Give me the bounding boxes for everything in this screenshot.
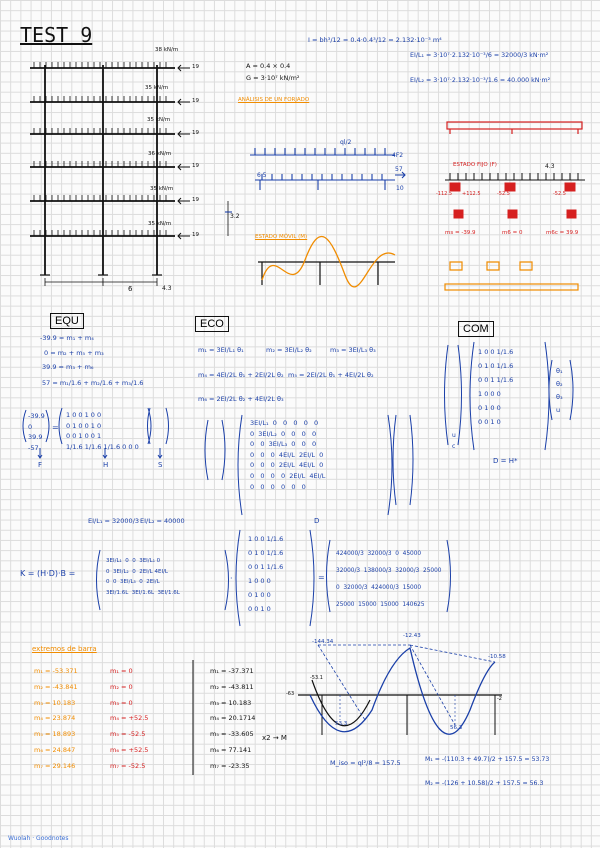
k-equals: =	[318, 573, 325, 582]
com-unknowns	[556, 365, 563, 417]
stiffness-l1: EI/L₁ = 3·10⁷·2.132·10⁻³/6 = 32000/3 kN·m²	[410, 52, 549, 59]
estado-movil-title: ESTADO MÓVIL (M)	[255, 234, 308, 240]
com-vec-u: u	[452, 432, 456, 439]
com-u: u	[556, 406, 561, 414]
formula-m2: M₂ = -(126 + 10.58)/2 + 157.5 = 56.3	[425, 780, 544, 787]
floor-mark-6: 19	[192, 232, 199, 238]
k-row-2: 32000/3 138000/3 32000/3 25000	[336, 568, 442, 574]
k-row-1: 424000/3 32000/3 0 45000	[336, 551, 422, 557]
equ-line-2: 0 = m₂ + m₅ + m₃	[44, 349, 104, 357]
label-4f2: 4F2	[392, 152, 404, 159]
load-label-6: 35 kN/m	[148, 221, 172, 227]
multiply-label: x2 → M	[262, 734, 287, 742]
com-matrix	[478, 345, 513, 429]
extremos-orange: m₁ = -53.371 m₂ = -43.841 m₃ = 10.183 m₄ = 23.874 m₅ = 18.893 m₆ = 24.847 m₇ = 29.146	[34, 667, 78, 770]
eco-d-label: D	[314, 517, 320, 525]
load-label-4: 36 kN/m	[148, 151, 172, 157]
floor-mark-4: 19	[192, 163, 199, 169]
k-eq-1: EI/L₁ = 32000/3	[88, 517, 140, 525]
end-2: -53.1	[310, 675, 323, 681]
equ-row-3: 0 0 1 0 0 1	[66, 432, 102, 441]
fixed-label-1: -112.5	[436, 191, 453, 197]
peak-3: -10.58	[488, 654, 506, 660]
eco-line-1: m₁ = 3EI/L₁ θ₁	[198, 346, 244, 354]
floor-mark-1: 19	[192, 64, 199, 70]
fixed-end-symbols	[450, 183, 576, 218]
k-dot: ·	[230, 574, 233, 583]
end-3: -2	[497, 696, 502, 702]
peak-1: -144.34	[312, 639, 334, 645]
label-65: 6.5	[257, 172, 267, 179]
extremos-red: m₁ = 0 m₂ = 0 m₃ = 0 m₄ = +52.5 m₅ = -52.5 m₆ = +52.5 m₇ = -52.5	[110, 667, 149, 770]
extremos-header: extremos de barra	[32, 645, 97, 653]
equ-vec-1: -39.9	[28, 412, 45, 420]
load-label-1: 38 kN/m	[155, 47, 179, 53]
equ-label-f: F	[38, 461, 43, 469]
label-43: 4.3	[545, 163, 555, 170]
footer-brand: Wuolah · Goodnotes	[8, 835, 69, 842]
ql2-label: ql/2	[340, 139, 352, 146]
com-row-1: 1 0 0 1/1.6	[478, 348, 514, 356]
mom-val-1: ms = -39.9	[445, 230, 476, 236]
equ-header: EQU	[50, 313, 84, 329]
equ-equals: =	[52, 423, 59, 432]
eco-line-6: m₆ = 2EI/2L θ₂ + 4EI/2L θ₃	[198, 395, 284, 403]
k-row-4: 25000 15000 15000 140625	[336, 602, 425, 608]
fixed-state-beam	[445, 173, 585, 180]
equ-vec-3: 39.9	[28, 433, 43, 442]
sag-1: 53.3	[335, 721, 348, 727]
analisis-title: ANÁLISIS DE UN FORJADO	[238, 97, 310, 103]
section-modulus: G = 3·10⁷ kN/m²	[246, 74, 300, 82]
section-area: A = 0.4 × 0.4	[246, 62, 291, 70]
stiffness-l2: EI/L₂ = 3·10⁷·2.132·10⁻³/1.6 = 40.000 kN·m²	[410, 77, 551, 84]
equ-vector	[28, 411, 45, 453]
com-theta2: θ₂	[556, 380, 563, 388]
mom-val-2: m6 = 0	[502, 230, 523, 236]
k-com-matrix: 1 0 0 1/1.6 0 1 0 1/1.6 0 0 1 1/1.6 1 0 0 0 0 1 0 0 0 0 1 0	[248, 535, 284, 613]
equ-row-1: 1 0 0 1 0 0	[66, 411, 102, 419]
k-eq-2: EI/L₂ = 40000	[140, 517, 185, 525]
extremos-black: m₁ = -37.371 m₂ = -43.811 m₃ = 10.183 m₄ = 20.1714 m₅ = -33.605 m₆ = 77.141 m₇ = -23.35	[210, 667, 256, 770]
page-title: TEST 9	[20, 23, 93, 47]
eco-line-3: m₃ = 3EI/L₃ θ₃	[330, 346, 376, 354]
com-theta1: θ₁	[556, 367, 563, 375]
com-row-4: 1 0 0 0	[478, 390, 501, 398]
formula-m1: M₁ = -(110.3 + 49.7)/2 + 157.5 = 53.73	[425, 756, 550, 763]
end-1: -63	[286, 691, 295, 697]
load-label-5: 35 kN/m	[150, 186, 174, 192]
com-header: COM	[458, 321, 494, 337]
equ-line-1: -39.9 = m₁ + m₄	[40, 334, 94, 342]
eco-line-5: m₅ = 2EI/2L θ₁ + 4EI/2L θ₂	[288, 371, 374, 379]
com-theta3: θ₃	[556, 393, 563, 401]
com-row-6: 0 0 1 0	[478, 418, 501, 426]
estado-fijo-title: ESTADO FIJO (F)	[453, 162, 497, 168]
dim-bottom-right: 4.3	[162, 285, 172, 292]
equ-line-3: 39.9 = m₃ + m₆	[42, 363, 94, 371]
orange-beam	[445, 262, 578, 290]
com-vec-c: c	[452, 443, 456, 450]
label-10: 10	[396, 185, 404, 192]
k-result-matrix	[336, 546, 441, 614]
com-row-3: 0 0 1 1/1.6	[478, 376, 514, 384]
equ-label-s: S	[158, 461, 163, 469]
sag-2: 56.3	[450, 725, 463, 731]
formula-miso: M_iso = ql²/8 = 157.5	[330, 759, 401, 767]
k-formula: K = (H·D)·B =	[20, 569, 76, 578]
load-label-3: 35 kN/m	[147, 117, 171, 123]
red-beam-top	[447, 122, 582, 134]
com-row-2: 0 1 0 1/1.6	[478, 362, 514, 370]
equ-vec-4: -57	[28, 443, 39, 452]
mom-val-3: m6c = 39.9	[546, 230, 579, 236]
equ-vec-2: 0	[28, 422, 33, 431]
peak-2: -12.43	[403, 633, 421, 639]
moment-diagram	[298, 645, 502, 735]
eco-matrix: 3EI/L₁ 0 0 0 0 0 0 3EI/L₂ 0 0 0 0 0 0 3EI/L₃ 0 0 0 0 0 0 4EI/L 2EI/L 0 0 0 0 2EI/L 4EI/L 0 0 0 0 0 2EI/L 4EI/L 0 0 0 0 0 0	[250, 419, 326, 491]
equ-row-4: 1/1.6 1/1.6 1/1.6 0 0 0	[66, 442, 139, 451]
floor-mark-5: 19	[192, 197, 199, 203]
equ-row-2: 0 1 0 0 1 0	[66, 421, 102, 430]
eco-line-4: m₄ = 4EI/2L θ₁ + 2EI/2L θ₂	[198, 371, 284, 379]
eco-header: ECO	[195, 316, 229, 332]
label-57: 57	[395, 166, 403, 173]
fixed-label-2: +112.5	[462, 191, 481, 197]
fixed-label-3: -52.5	[497, 191, 510, 197]
dim-side: 3.2	[230, 213, 240, 220]
com-row-5: 0 1 0 0	[478, 404, 501, 412]
dim-bottom-left: 6	[128, 285, 133, 293]
k-row-3: 0 32000/3 424000/3 15000	[336, 585, 422, 591]
eco-line-2: m₂ = 3EI/L₂ θ₂	[266, 346, 312, 354]
load-label-2: 35 kN/m	[145, 85, 169, 91]
com-result: D = H*	[493, 457, 518, 465]
fixed-label-4: -52.5	[553, 191, 566, 197]
equ-label-h: H	[103, 461, 109, 469]
beam-diagram-blue	[225, 148, 405, 212]
k-left-matrix: 3EI/L₁ 0 0 3EI/L₁ 0 0 3EI/L₂ 0 2EI/L 4EI/L 0 0 3EI/L₃ 0 2EI/L 3EI/1.6L 3EI/1.6L 3EI/1.6L	[106, 558, 180, 596]
inertia-eq: I = bh³/12 = 0.4·0.4³/12 = 2.132·10⁻³ m⁴	[308, 36, 442, 44]
lateral-arrows	[178, 65, 190, 239]
equ-line-4: 57 = m₁/1.6 + m₂/1.6 + m₃/1.6	[42, 379, 144, 387]
floor-mark-2: 19	[192, 98, 199, 104]
dimensions	[45, 201, 228, 286]
floor-mark-3: 19	[192, 130, 199, 136]
equ-matrix	[66, 410, 139, 452]
mobile-state-diagram	[258, 236, 395, 286]
